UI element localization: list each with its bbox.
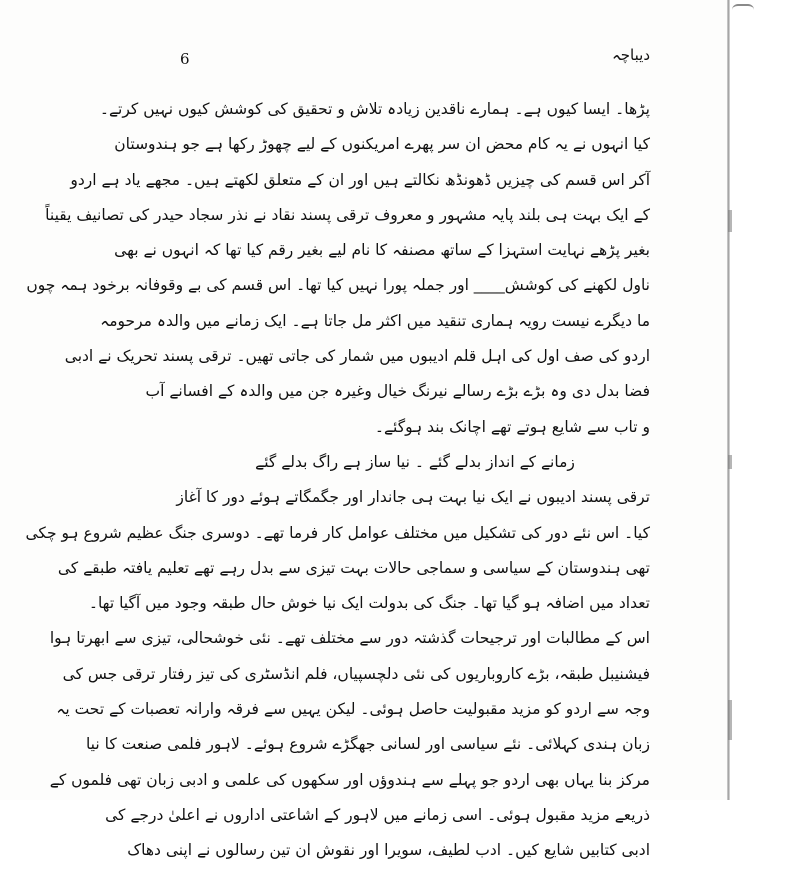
page-header xyxy=(180,46,650,76)
page-number: 6 xyxy=(180,50,190,68)
text-line: و تاب سے شایع ہوتے تھے اچانک بند ہوگئے۔ xyxy=(374,417,650,436)
edge-scan-mark xyxy=(728,210,732,232)
text-line: ناول لکھنے کی کوشش____ اور جملہ پورا نہیں کیا تھا۔ اس قسم کی بے وقوفانہ برخود ہمہ چوں xyxy=(26,276,650,295)
text-line: فضا بدل دی وہ بڑے بڑے رسالے نیرنگ خیال وغیرہ جن میں والدہ کے افسانے آب xyxy=(145,382,650,401)
text-line: تھی ہندوستان کے سیاسی و سماجی حالات بہت تیزی سے بدل رہے تھے تعلیم یافتہ طبقے کی xyxy=(57,558,650,577)
edge-scan-mark xyxy=(728,700,732,740)
text-line: مرکز بنا یہاں بھی اردو جو پہلے سے ہندوؤں اور سکھوں کی علمی و ادبی زبان تھی فلموں کے xyxy=(49,770,650,789)
text-line: فیشنیبل طبقہ، بڑے کاروباریوں کی نئی دلچسپیاں، فلم انڈسٹری کی تیز رفتار ترقی جس کی xyxy=(62,664,650,683)
text-line: آکر اس قسم کی چیزیں ڈھونڈھ نکالتے ہیں اور ان کے متعلق لکھتے ہیں۔ مجھے یاد ہے اردو xyxy=(70,170,650,189)
text-line: کیا۔ اس نئے دور کی تشکیل میں مختلف عوامل کار فرما تھے۔ دوسری جنگ عظیم شروع ہو چکی xyxy=(25,523,650,542)
edge-scan-mark xyxy=(728,455,732,469)
text-line: ترقی پسند ادیبوں نے ایک نیا بہت ہی جاندار اور جگمگاتے ہوئے دور کا آغاز xyxy=(176,488,650,507)
text-line: بغیر پڑھے نہایت استہزا کے ساتھ مصنفہ کا نام لیے بغیر رقم کیا تھا کہ انہوں نے بھی xyxy=(114,241,650,260)
text-line: ادبی کتابیں شایع کیں۔ ادب لطیف، سویرا اور نقوش ان تین رسالوں نے اپنی دھاک xyxy=(127,841,650,860)
text-line: وجہ سے اردو کو مزید مقبولیت حاصل ہوئی۔ لیکن یہیں سے فرقہ وارانہ تعصبات کے تحت یہ xyxy=(56,700,650,719)
text-line: پڑھا۔ ایسا کیوں ہے۔ ہمارے ناقدین زیادہ تلاش و تحقیق کی کوشش کیوں نہیں کرتے۔ xyxy=(99,100,650,118)
text-line: زبان ہندی کہلائی۔ نئے سیاسی اور لسانی جھگڑے شروع ہوئے۔ لاہور فلمی صنعت کا نیا xyxy=(85,735,650,754)
text-line: تعداد میں اضافہ ہو گیا تھا۔ جنگ کی بدولت ایک نیا خوش حال طبقہ وجود میں آگیا تھا۔ xyxy=(88,594,650,613)
text-line: اردو کی صف اول کی اہل قلم ادیبوں میں شمار کی جاتی تھیں۔ ترقی پسند تحریک نے ادبی xyxy=(64,347,650,366)
page-margin-outer xyxy=(730,0,800,800)
verse-line: زمانے کے انداز بدلے گئے ۔ نیا ساز ہے راگ بدلے گئے xyxy=(255,452,575,471)
text-line: ما دیگرے نیست رویہ ہماری تنقید میں اکثر مل جاتا ہے۔ ایک زمانے میں والدہ مرحومہ xyxy=(100,311,650,330)
text-line: اس کے مطالبات اور ترجیحات گذشتہ دور سے مختلف تھے۔ نئی خوشحالی، تیزی سے ابھرتا ہوا xyxy=(49,629,650,648)
text-line: کیا انہوں نے یہ کام محض ان سر پھرے امریکنوں کے لیے چھوڑ رکھا ہے جو ہندوستان xyxy=(114,135,650,154)
edge-scan-mark xyxy=(732,4,754,16)
text-line: کے ایک بہت ہی بلند پایہ مشہور و معروف ترقی پسند نقاد نے نذر سجاد حیدر کی تصانیف یقیناً xyxy=(45,205,650,224)
body-text xyxy=(25,92,650,869)
text-line: ذریعے مزید مقبول ہوئی۔ اسی زمانے میں لاہور کے اشاعتی اداروں نے اعلیٰ درجے کی xyxy=(105,805,650,824)
running-head: دیباچہ xyxy=(611,46,650,64)
